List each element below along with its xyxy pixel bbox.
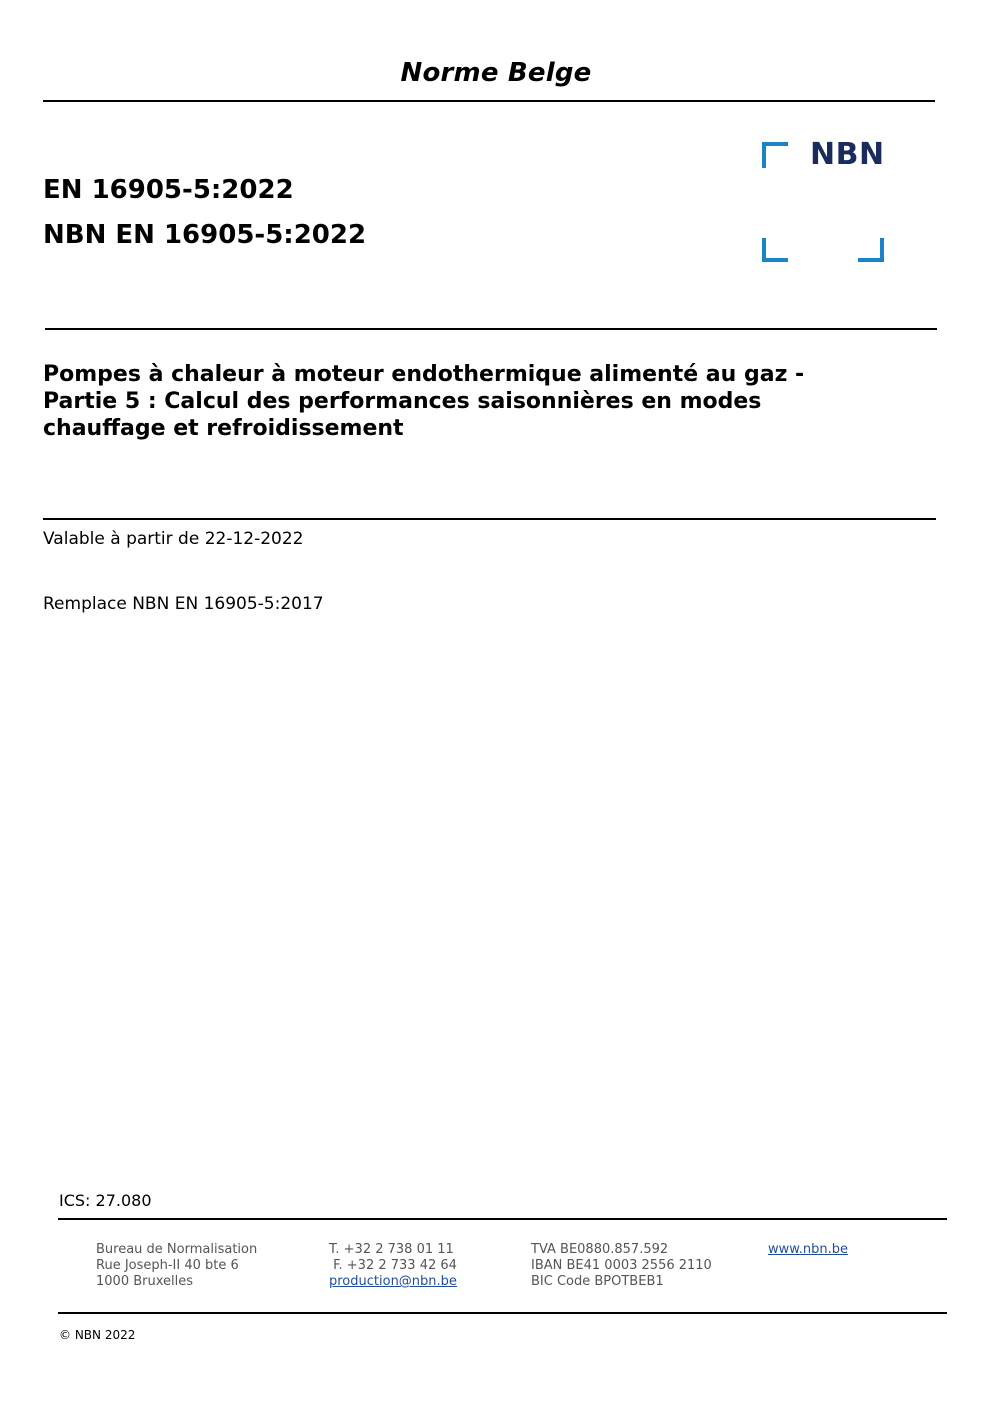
footer-iban: IBAN BE41 0003 2556 2110 xyxy=(531,1258,712,1273)
footer-vat: TVA BE0880.857.592 xyxy=(531,1242,669,1257)
header-divider xyxy=(43,100,935,102)
title-top-divider xyxy=(45,328,937,330)
footer-email-link[interactable]: production@nbn.be xyxy=(329,1274,457,1289)
footer-phone: T. +32 2 738 01 11 xyxy=(329,1242,454,1257)
footer-address-line-3: 1000 Bruxelles xyxy=(96,1274,194,1289)
logo-bracket-bottom-right xyxy=(858,238,882,260)
validity-date: Valable à partir de 22-12-2022 xyxy=(43,529,304,549)
nbn-logo-text: NBN xyxy=(810,137,885,172)
footer-bottom-divider xyxy=(58,1312,947,1314)
standard-code-nbn: NBN EN 16905-5:2022 xyxy=(43,220,367,250)
document-type-heading: Norme Belge xyxy=(400,58,592,88)
footer-address-line-2: Rue Joseph-II 40 bte 6 xyxy=(96,1258,239,1273)
footer-web xyxy=(768,1242,848,1258)
footer-banking xyxy=(531,1242,712,1290)
title-bottom-divider xyxy=(43,518,936,520)
footer-address xyxy=(96,1242,257,1290)
copyright-notice: © NBN 2022 xyxy=(59,1328,136,1342)
logo-bracket-bottom-left xyxy=(764,238,788,260)
footer-top-divider xyxy=(58,1218,947,1220)
logo-bracket-top-left xyxy=(764,144,788,168)
ics-code: ICS: 27.080 xyxy=(59,1191,152,1210)
document-title-line-3: chauffage et refroidissement xyxy=(43,416,404,441)
document-title-line-2: Partie 5 : Calcul des performances saisonnières en modes xyxy=(43,389,762,414)
footer-bic: BIC Code BPOTBEB1 xyxy=(531,1274,664,1289)
document-title xyxy=(43,361,923,442)
document-title-line-1: Pompes à chaleur à moteur endothermique alimenté au gaz - xyxy=(43,362,805,387)
footer-fax: F. +32 2 733 42 64 xyxy=(329,1258,457,1273)
standard-code-en: EN 16905-5:2022 xyxy=(43,175,294,205)
replaces-standard: Remplace NBN EN 16905-5:2017 xyxy=(43,594,324,614)
footer-website-link[interactable]: www.nbn.be xyxy=(768,1242,848,1257)
footer-contact xyxy=(329,1242,457,1290)
footer-address-line-1: Bureau de Normalisation xyxy=(96,1242,258,1257)
